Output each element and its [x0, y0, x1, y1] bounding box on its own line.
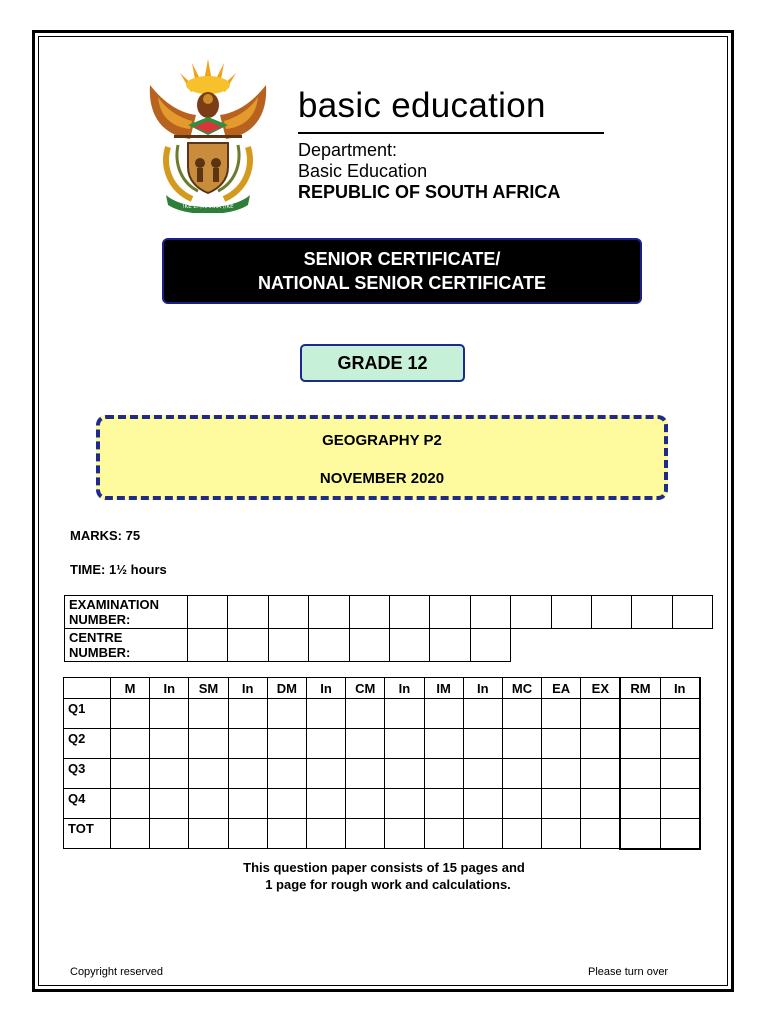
marks-cell[interactable] — [306, 759, 345, 789]
exam-digit-cell[interactable] — [632, 596, 672, 629]
marks-header-cell: M — [111, 678, 150, 699]
marks-table — [63, 677, 701, 850]
marks-cell[interactable] — [620, 729, 660, 759]
coat-of-arms-logo — [140, 55, 276, 213]
marks-cell[interactable] — [424, 729, 463, 759]
exam-digit-cell[interactable] — [672, 596, 712, 629]
marks-cell[interactable] — [620, 819, 660, 849]
marks-cell[interactable] — [424, 789, 463, 819]
marks-header-cell: EX — [581, 678, 621, 699]
marks-cell[interactable] — [620, 789, 660, 819]
marks-header-cell: EA — [542, 678, 581, 699]
marks-cell[interactable] — [660, 789, 700, 819]
centre-digit-cell[interactable] — [309, 629, 349, 662]
exam-date: NOVEMBER 2020 — [319, 470, 445, 487]
exam-digit-cell[interactable] — [268, 596, 308, 629]
empty-cell — [511, 629, 551, 662]
exam-digit-cell[interactable] — [470, 596, 510, 629]
marks-cell[interactable] — [189, 789, 228, 819]
exam-digit-cell[interactable] — [551, 596, 591, 629]
marks-cell[interactable] — [463, 819, 502, 849]
marks-cell[interactable] — [189, 819, 228, 849]
marks-cell[interactable] — [581, 729, 621, 759]
marks-row-label: Q1 — [64, 699, 111, 729]
marks-cell[interactable] — [306, 789, 345, 819]
exam-number-label-line-1: EXAMINATION — [69, 597, 160, 612]
turn-over-notice: Please turn over — [588, 966, 669, 978]
marks-cell[interactable] — [111, 819, 150, 849]
marks-label: MARKS: 75 — [70, 528, 141, 543]
department-label: Department: — [298, 140, 398, 160]
marks-cell[interactable] — [463, 699, 502, 729]
marks-cell[interactable] — [385, 699, 424, 729]
marks-cell[interactable] — [267, 729, 306, 759]
centre-digit-cell[interactable] — [349, 629, 389, 662]
marks-cell[interactable] — [581, 819, 621, 849]
page-count-line-1: This question paper consists of 15 pages and — [243, 860, 525, 875]
centre-digit-cell[interactable] — [430, 629, 470, 662]
marks-cell[interactable] — [267, 789, 306, 819]
marks-cell[interactable] — [502, 699, 541, 729]
marks-header-cell: In — [150, 678, 189, 699]
exam-digit-cell[interactable] — [591, 596, 631, 629]
marks-cell[interactable] — [150, 699, 189, 729]
marks-cell[interactable] — [111, 729, 150, 759]
centre-number-row — [65, 629, 713, 662]
marks-cell[interactable] — [581, 759, 621, 789]
country-name: REPUBLIC OF SOUTH AFRICA — [298, 182, 561, 202]
marks-cell[interactable] — [502, 819, 541, 849]
centre-number-label-line-2: NUMBER: — [69, 645, 131, 660]
centre-number-label — [65, 629, 188, 662]
marks-cell[interactable] — [111, 699, 150, 729]
marks-row — [64, 729, 700, 759]
time-label: TIME: 1½ hours — [70, 562, 167, 577]
marks-cell[interactable] — [267, 759, 306, 789]
marks-header-cell: In — [463, 678, 502, 699]
marks-cell[interactable] — [267, 819, 306, 849]
marks-cell[interactable] — [542, 819, 581, 849]
certificate-line-1: SENIOR CERTIFICATE/ — [303, 249, 501, 269]
marks-row — [64, 789, 700, 819]
certificate-banner — [162, 238, 642, 304]
marks-cell[interactable] — [660, 759, 700, 789]
marks-header-cell: MC — [502, 678, 541, 699]
centre-digit-cell[interactable] — [188, 629, 228, 662]
marks-row-label: Q2 — [64, 729, 111, 759]
marks-cell[interactable] — [189, 729, 228, 759]
marks-cell[interactable] — [150, 729, 189, 759]
exam-digit-cell[interactable] — [430, 596, 470, 629]
marks-cell[interactable] — [346, 729, 385, 759]
marks-cell[interactable] — [542, 789, 581, 819]
marks-cell[interactable] — [150, 819, 189, 849]
marks-header-cell: In — [306, 678, 345, 699]
marks-header-row — [64, 678, 700, 699]
marks-cell[interactable] — [385, 729, 424, 759]
marks-cell[interactable] — [189, 759, 228, 789]
marks-cell[interactable] — [620, 759, 660, 789]
marks-cell[interactable] — [228, 789, 267, 819]
exam-digit-cell[interactable] — [188, 596, 228, 629]
department-heading — [298, 84, 608, 203]
marks-header-corner — [64, 678, 111, 699]
marks-header-cell: In — [660, 678, 700, 699]
centre-digit-cell[interactable] — [268, 629, 308, 662]
brand-title: basic education — [298, 86, 546, 125]
marks-header-cell: DM — [267, 678, 306, 699]
marks-header-cell: CM — [346, 678, 385, 699]
marks-row-label: Q4 — [64, 789, 111, 819]
exam-digit-cell[interactable] — [228, 596, 268, 629]
marks-cell[interactable] — [502, 759, 541, 789]
marks-row — [64, 759, 700, 789]
centre-number-label-line-1: CENTRE — [69, 630, 123, 645]
marks-cell[interactable] — [542, 699, 581, 729]
marks-cell[interactable] — [228, 729, 267, 759]
marks-row — [64, 819, 700, 849]
exam-number-label-line-2: NUMBER: — [69, 612, 131, 627]
marks-cell[interactable] — [424, 699, 463, 729]
exam-number-label — [65, 596, 188, 629]
marks-cell[interactable] — [620, 699, 660, 729]
marks-header-cell: RM — [620, 678, 660, 699]
centre-digit-cell[interactable] — [470, 629, 510, 662]
marks-cell[interactable] — [228, 699, 267, 729]
marks-cell[interactable] — [346, 759, 385, 789]
exam-digit-cell[interactable] — [349, 596, 389, 629]
exam-digit-cell[interactable] — [511, 596, 551, 629]
marks-row-label: Q3 — [64, 759, 111, 789]
marks-cell[interactable] — [306, 729, 345, 759]
marks-cell[interactable] — [267, 699, 306, 729]
marks-header-cell: SM — [189, 678, 228, 699]
marks-header-cell: In — [228, 678, 267, 699]
marks-cell[interactable] — [502, 729, 541, 759]
centre-digit-cell[interactable] — [389, 629, 429, 662]
subject-box — [96, 415, 668, 500]
exam-number-row — [65, 596, 713, 629]
marks-cell[interactable] — [306, 819, 345, 849]
marks-cell[interactable] — [424, 759, 463, 789]
empty-cell — [672, 629, 712, 662]
brand-underline — [298, 132, 604, 134]
empty-cell — [551, 629, 591, 662]
marks-header-cell: In — [385, 678, 424, 699]
subject-name: GEOGRAPHY P2 — [322, 432, 442, 449]
marks-cell[interactable] — [111, 759, 150, 789]
marks-cell[interactable] — [346, 789, 385, 819]
marks-cell[interactable] — [463, 759, 502, 789]
exam-number-table — [64, 595, 713, 662]
marks-cell[interactable] — [385, 819, 424, 849]
marks-row-label: TOT — [64, 819, 111, 849]
exam-digit-cell[interactable] — [389, 596, 429, 629]
marks-cell[interactable] — [660, 729, 700, 759]
marks-cell[interactable] — [228, 819, 267, 849]
logo-motto: !KE E: /XARRA //KE — [182, 204, 234, 210]
department-name: Basic Education — [298, 161, 428, 181]
marks-cell[interactable] — [424, 819, 463, 849]
empty-cell — [632, 629, 672, 662]
page-count-note — [0, 859, 768, 893]
grade-badge: GRADE 12 — [300, 344, 465, 382]
marks-cell[interactable] — [385, 759, 424, 789]
marks-cell[interactable] — [660, 699, 700, 729]
marks-cell[interactable] — [306, 699, 345, 729]
marks-cell[interactable] — [150, 789, 189, 819]
marks-cell[interactable] — [542, 729, 581, 759]
marks-cell[interactable] — [463, 729, 502, 759]
marks-cell[interactable] — [581, 789, 621, 819]
page-count-line-2: 1 page for rough work and calculations. — [265, 877, 511, 892]
marks-row — [64, 699, 700, 729]
certificate-line-2: NATIONAL SENIOR CERTIFICATE — [258, 273, 546, 293]
centre-digit-cell[interactable] — [228, 629, 268, 662]
marks-cell[interactable] — [581, 699, 621, 729]
empty-cell — [591, 629, 631, 662]
marks-cell[interactable] — [346, 699, 385, 729]
marks-cell[interactable] — [150, 759, 189, 789]
marks-cell[interactable] — [346, 819, 385, 849]
marks-cell[interactable] — [463, 789, 502, 819]
marks-header-cell: IM — [424, 678, 463, 699]
marks-cell[interactable] — [502, 789, 541, 819]
marks-cell[interactable] — [660, 819, 700, 849]
exam-digit-cell[interactable] — [309, 596, 349, 629]
marks-cell[interactable] — [385, 789, 424, 819]
marks-cell[interactable] — [111, 789, 150, 819]
marks-cell[interactable] — [189, 699, 228, 729]
marks-cell[interactable] — [228, 759, 267, 789]
marks-cell[interactable] — [542, 759, 581, 789]
copyright-notice: Copyright reserved — [70, 966, 163, 978]
